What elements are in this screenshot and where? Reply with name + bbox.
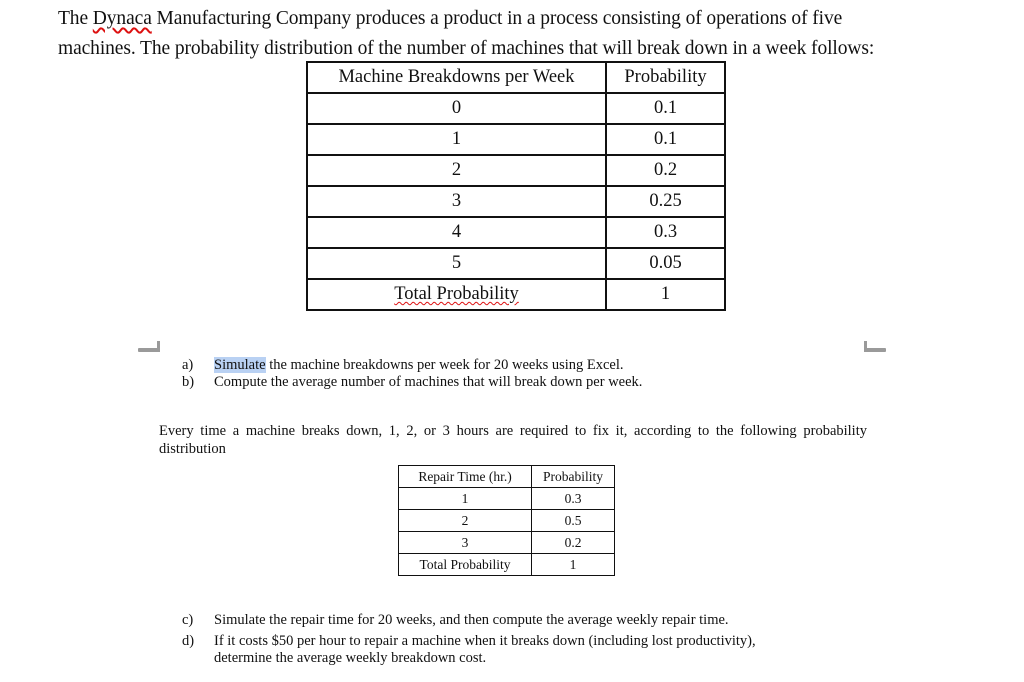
item-text-line: If it costs $50 per hour to repair a machine when it breaks down (including lost productivity), — [214, 633, 756, 649]
question-list-cd — [182, 612, 756, 667]
table-cell: 5 — [307, 248, 606, 279]
table-cell: 0.25 — [606, 186, 725, 217]
column-header: Machine Breakdowns per Week — [307, 62, 606, 93]
table-cell: 0.2 — [532, 532, 615, 554]
table-row — [399, 488, 615, 510]
item-text: Compute the average number of machines that will break down per week. — [214, 374, 643, 390]
problem-intro — [58, 4, 998, 64]
item-text — [214, 633, 756, 667]
table-cell: 1 — [532, 554, 615, 576]
column-header: Repair Time (hr.) — [399, 466, 532, 488]
list-item — [182, 612, 756, 629]
table-cell: 0.5 — [532, 510, 615, 532]
table-header-row — [399, 466, 615, 488]
page-corner-mark-left — [138, 348, 158, 352]
table-cell: 1 — [399, 488, 532, 510]
repair-paragraph: Every time a machine breaks down, 1, 2, or 3 hours are required to fix it, according to the following probability distribution — [159, 423, 867, 457]
table-row — [307, 93, 725, 124]
table-row — [307, 217, 725, 248]
table-cell: 2 — [307, 155, 606, 186]
item-text-rest: the machine breakdowns per week for 20 weeks using Excel. — [265, 357, 624, 373]
table-cell: 4 — [307, 217, 606, 248]
table-total-row — [307, 279, 725, 310]
total-label: Total Probability — [394, 284, 519, 304]
item-label: d) — [182, 633, 195, 649]
page-corner-mark-right — [866, 348, 886, 352]
table-cell: 0.1 — [606, 93, 725, 124]
intro-line-1 — [58, 4, 998, 34]
question-list-ab — [182, 357, 642, 391]
table-cell: Total Probability — [399, 554, 532, 576]
item-label: c) — [182, 612, 194, 628]
table-cell: 0.3 — [606, 217, 725, 248]
table-cell — [307, 279, 606, 310]
item-label: b) — [182, 374, 195, 390]
table-cell: 0 — [307, 93, 606, 124]
column-header: Probability — [532, 466, 615, 488]
table-row — [307, 155, 725, 186]
table-row — [399, 532, 615, 554]
intro-text: Manufacturing Company produces a product in a process consisting of operations of five — [151, 8, 843, 29]
table-total-row — [399, 554, 615, 576]
list-item — [182, 357, 642, 374]
intro-line-2: machines. The probability distribution of the number of machines that will break down in a week follows: — [58, 38, 875, 59]
table-cell: 0.05 — [606, 248, 725, 279]
breakdown-probability-table — [306, 61, 726, 311]
table-cell: 0.2 — [606, 155, 725, 186]
table-cell: 0.3 — [532, 488, 615, 510]
table-row — [399, 510, 615, 532]
item-text: Simulate the repair time for 20 weeks, and then compute the average weekly repair time. — [214, 612, 729, 628]
table-row — [307, 248, 725, 279]
table-row — [307, 124, 725, 155]
item-text-line: determine the average weekly breakdown cost. — [214, 650, 487, 666]
table-cell: 3 — [399, 532, 532, 554]
table-cell: 1 — [307, 124, 606, 155]
column-header: Probability — [606, 62, 725, 93]
repair-time-table — [398, 465, 615, 576]
table-cell: 1 — [606, 279, 725, 310]
list-item — [182, 633, 756, 667]
item-label: a) — [182, 357, 194, 373]
table-row — [307, 186, 725, 217]
company-name-misspelled[interactable]: Dynaca — [92, 8, 152, 29]
table-cell: 3 — [307, 186, 606, 217]
intro-text: The — [58, 8, 93, 29]
item-text[interactable] — [214, 357, 624, 374]
selected-text-highlight[interactable]: Simulate — [214, 357, 266, 373]
table-header-row — [307, 62, 725, 93]
list-item — [182, 374, 642, 391]
table-cell: 2 — [399, 510, 532, 532]
table-cell: 0.1 — [606, 124, 725, 155]
